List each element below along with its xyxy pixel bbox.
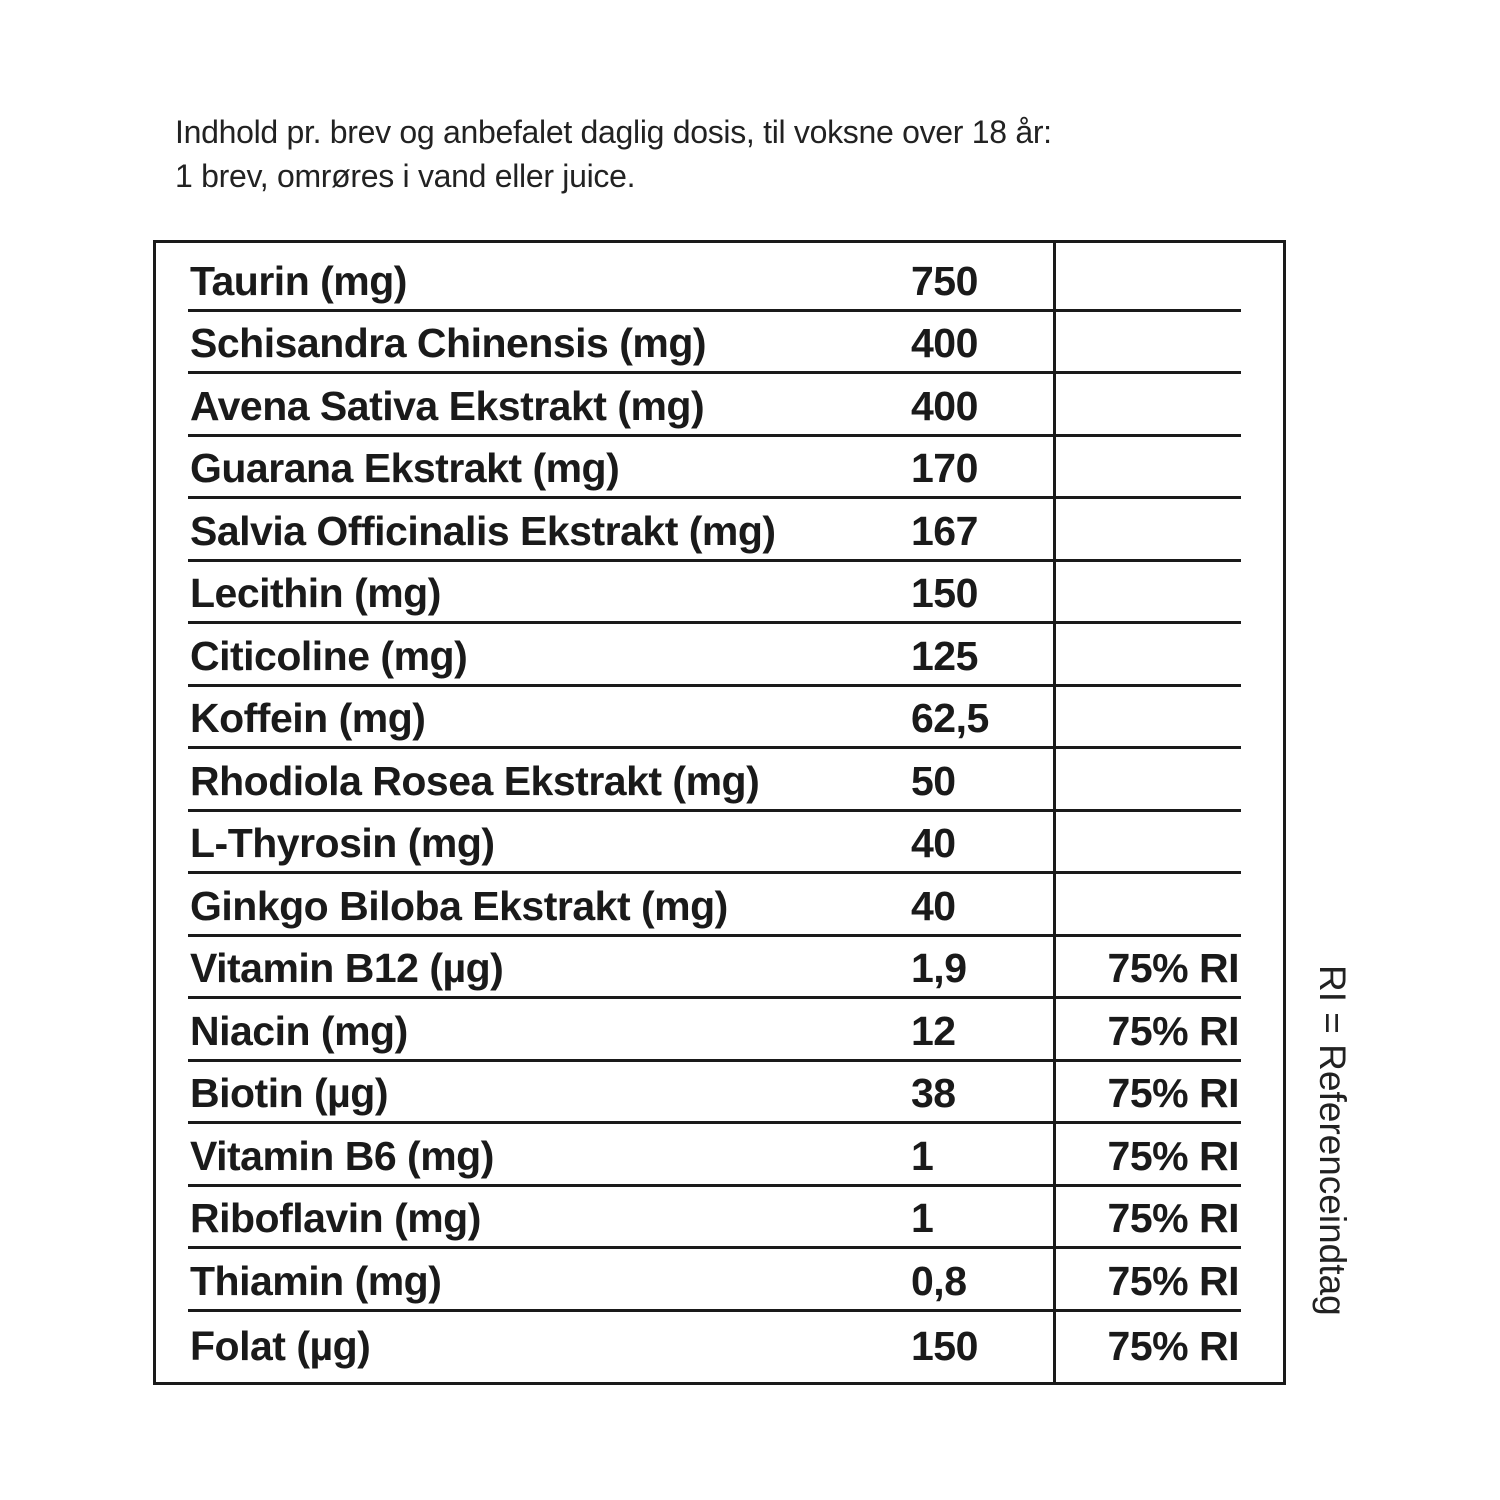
- ingredient-ri: 75% RI: [1107, 1007, 1239, 1054]
- ingredient-amount: 125: [911, 632, 978, 679]
- ingredient-name: Schisandra Chinensis (mg): [190, 320, 707, 366]
- table-row: [188, 1249, 1241, 1312]
- ingredient-name: Biotin (µg): [190, 1070, 388, 1116]
- ingredient-name: Koffein (mg): [190, 695, 426, 741]
- ingredient-amount: 167: [911, 507, 978, 554]
- ingredient-ri: 75% RI: [1107, 1257, 1239, 1304]
- ingredient-ri: 75% RI: [1107, 1195, 1239, 1241]
- ingredient-name: Salvia Officinalis Ekstrakt (mg): [190, 507, 776, 554]
- table-row: [188, 1124, 1241, 1187]
- ingredient-amount: 1,9: [911, 945, 967, 991]
- ingredient-name: Folat (µg): [190, 1323, 371, 1369]
- ingredient-amount: 0,8: [911, 1257, 967, 1304]
- ingredient-name: Rhodiola Rosea Ekstrakt (mg): [190, 757, 760, 804]
- ingredient-name: Thiamin (mg): [190, 1257, 442, 1304]
- ingredient-amount: 38: [911, 1070, 956, 1116]
- ingredient-ri: 75% RI: [1107, 1323, 1239, 1369]
- table-row: [188, 812, 1241, 875]
- ingredient-amount: 40: [911, 820, 956, 866]
- ri-footnote: [1310, 965, 1354, 1365]
- ingredient-amount: 750: [911, 257, 978, 304]
- ingredient-amount: 150: [911, 570, 978, 616]
- ingredient-amount: 150: [911, 1323, 978, 1369]
- ingredient-name: Citicoline (mg): [190, 632, 468, 679]
- table-row: [188, 749, 1241, 812]
- ri-footnote-text: RI = Referenceindtag: [1312, 965, 1353, 1316]
- intro-line-1: Indhold pr. brev og anbefalet daglig dosis, til voksne over 18 år:: [175, 114, 1052, 150]
- ingredient-amount: 50: [911, 757, 956, 804]
- table-row: [188, 374, 1241, 437]
- ingredient-amount: 40: [911, 882, 956, 929]
- ingredient-name: Riboflavin (mg): [190, 1195, 481, 1241]
- table-row: [188, 499, 1241, 562]
- table-row: [188, 312, 1241, 375]
- table-row: [188, 999, 1241, 1062]
- ingredient-ri: 75% RI: [1107, 1070, 1239, 1116]
- nutrition-table: [188, 249, 1241, 1374]
- ingredient-name: Vitamin B12 (µg): [190, 945, 504, 991]
- ingredient-name: Avena Sativa Ekstrakt (mg): [190, 382, 705, 429]
- ingredient-ri: 75% RI: [1107, 945, 1239, 991]
- intro-text: [175, 110, 1275, 198]
- ingredient-name: Lecithin (mg): [190, 570, 441, 616]
- ingredient-name: Taurin (mg): [190, 257, 407, 304]
- ingredient-name: Vitamin B6 (mg): [190, 1132, 494, 1179]
- ingredient-amount: 62,5: [911, 695, 989, 741]
- table-row: [188, 874, 1241, 937]
- ingredient-amount: 12: [911, 1007, 956, 1054]
- intro-line-2: 1 brev, omrøres i vand eller juice.: [175, 158, 636, 194]
- ingredient-name: Guarana Ekstrakt (mg): [190, 445, 620, 491]
- table-row: [188, 437, 1241, 500]
- ingredient-amount: 1: [911, 1132, 934, 1179]
- table-row: [188, 937, 1241, 1000]
- ingredient-amount: 400: [911, 382, 978, 429]
- table-row: [188, 249, 1241, 312]
- table-row: [188, 1187, 1241, 1250]
- ingredient-amount: 1: [911, 1195, 934, 1241]
- ingredient-name: Niacin (mg): [190, 1007, 408, 1054]
- ingredient-ri: 75% RI: [1107, 1132, 1239, 1179]
- table-row: [188, 562, 1241, 625]
- table-row: [188, 624, 1241, 687]
- table-row: [188, 1062, 1241, 1125]
- ingredient-name: Ginkgo Biloba Ekstrakt (mg): [190, 882, 728, 929]
- table-row: [188, 687, 1241, 750]
- ingredient-amount: 400: [911, 320, 978, 366]
- ingredient-name: L-Thyrosin (mg): [190, 820, 495, 866]
- table-row: [188, 1312, 1241, 1375]
- ingredient-amount: 170: [911, 445, 978, 491]
